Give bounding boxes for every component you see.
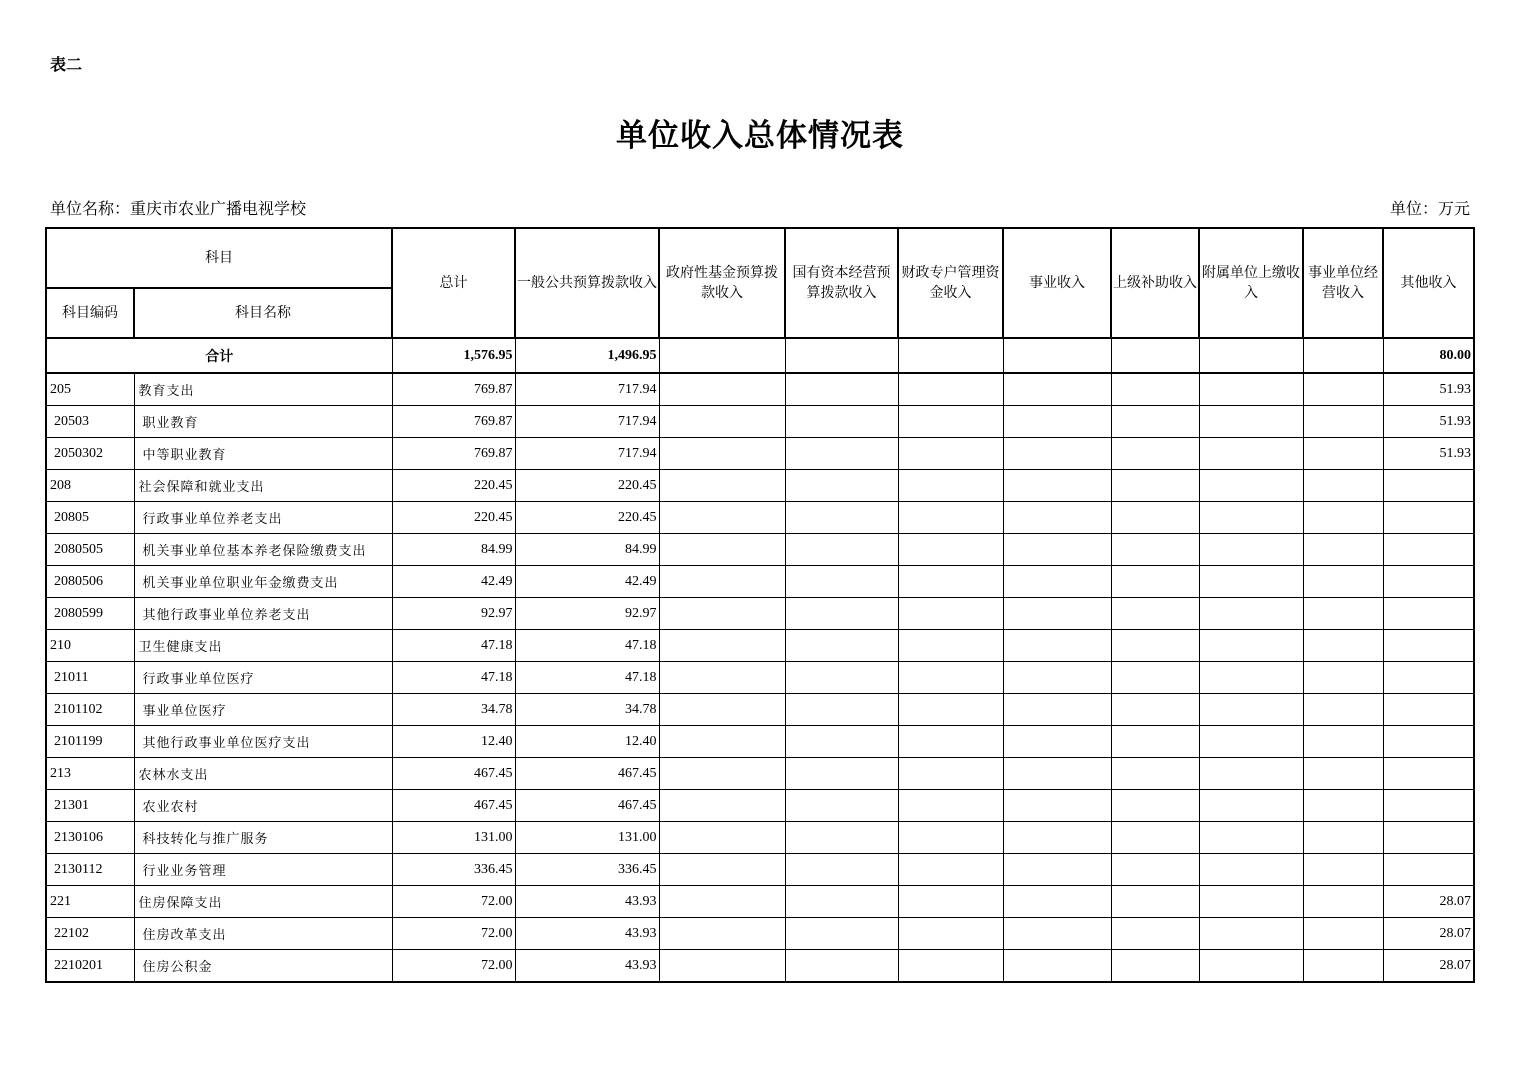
row-superior-subsidy xyxy=(1111,758,1199,790)
row-affiliated xyxy=(1199,406,1303,438)
row-other: 28.07 xyxy=(1383,918,1474,950)
row-other xyxy=(1383,598,1474,630)
row-operating xyxy=(1303,854,1383,886)
header-fiscal-special: 财政专户管理资金收入 xyxy=(898,228,1003,338)
row-operating xyxy=(1303,694,1383,726)
row-fiscal-special xyxy=(898,854,1003,886)
table-row xyxy=(46,438,1474,470)
row-fiscal-special xyxy=(898,822,1003,854)
row-business xyxy=(1003,534,1111,566)
row-fiscal-special xyxy=(898,566,1003,598)
row-gov-fund xyxy=(659,758,785,790)
row-code: 2080599 xyxy=(46,598,134,630)
row-total: 72.00 xyxy=(392,918,515,950)
row-general-budget: 220.45 xyxy=(515,470,659,502)
total-cell-other: 80.00 xyxy=(1383,338,1474,373)
row-other: 28.07 xyxy=(1383,886,1474,918)
row-general-budget: 42.49 xyxy=(515,566,659,598)
row-code: 2080506 xyxy=(46,566,134,598)
row-state-capital xyxy=(785,534,898,566)
unit-name: 单位名称：重庆市农业广播电视学校 xyxy=(50,199,307,218)
row-total: 220.45 xyxy=(392,470,515,502)
total-cell-total: 1,576.95 xyxy=(392,338,515,373)
row-name: 行业业务管理 xyxy=(134,854,392,886)
row-code: 21301 xyxy=(46,790,134,822)
row-fiscal-special xyxy=(898,886,1003,918)
row-total: 42.49 xyxy=(392,566,515,598)
income-table xyxy=(45,227,1475,983)
row-state-capital xyxy=(785,822,898,854)
row-business xyxy=(1003,950,1111,983)
row-business xyxy=(1003,918,1111,950)
row-state-capital xyxy=(785,438,898,470)
row-state-capital xyxy=(785,406,898,438)
row-other: 28.07 xyxy=(1383,950,1474,983)
row-other xyxy=(1383,662,1474,694)
row-superior-subsidy xyxy=(1111,373,1199,406)
row-gov-fund xyxy=(659,886,785,918)
row-code: 21011 xyxy=(46,662,134,694)
row-affiliated xyxy=(1199,470,1303,502)
row-state-capital xyxy=(785,502,898,534)
table-row xyxy=(46,790,1474,822)
row-general-budget: 336.45 xyxy=(515,854,659,886)
row-other xyxy=(1383,854,1474,886)
row-gov-fund xyxy=(659,630,785,662)
row-gov-fund xyxy=(659,822,785,854)
row-state-capital xyxy=(785,598,898,630)
total-cell-fiscal-special xyxy=(898,338,1003,373)
row-fiscal-special xyxy=(898,950,1003,983)
row-gov-fund xyxy=(659,534,785,566)
row-name: 住房公积金 xyxy=(134,950,392,983)
row-superior-subsidy xyxy=(1111,470,1199,502)
row-total: 72.00 xyxy=(392,950,515,983)
row-affiliated xyxy=(1199,758,1303,790)
total-cell-gov-fund xyxy=(659,338,785,373)
row-general-budget: 220.45 xyxy=(515,502,659,534)
row-operating xyxy=(1303,470,1383,502)
row-business xyxy=(1003,694,1111,726)
row-superior-subsidy xyxy=(1111,566,1199,598)
row-fiscal-special xyxy=(898,373,1003,406)
row-general-budget: 43.93 xyxy=(515,950,659,983)
row-fiscal-special xyxy=(898,438,1003,470)
row-superior-subsidy xyxy=(1111,662,1199,694)
row-gov-fund xyxy=(659,502,785,534)
row-operating xyxy=(1303,630,1383,662)
row-total: 220.45 xyxy=(392,502,515,534)
row-superior-subsidy xyxy=(1111,438,1199,470)
row-operating xyxy=(1303,790,1383,822)
row-name: 住房改革支出 xyxy=(134,918,392,950)
row-code: 20805 xyxy=(46,502,134,534)
table-row xyxy=(46,598,1474,630)
row-operating xyxy=(1303,566,1383,598)
row-superior-subsidy xyxy=(1111,918,1199,950)
row-code: 2130112 xyxy=(46,854,134,886)
row-other xyxy=(1383,758,1474,790)
row-name: 行政事业单位养老支出 xyxy=(134,502,392,534)
total-cell-general-budget: 1,496.95 xyxy=(515,338,659,373)
row-gov-fund xyxy=(659,662,785,694)
row-total: 84.99 xyxy=(392,534,515,566)
row-fiscal-special xyxy=(898,694,1003,726)
row-code: 208 xyxy=(46,470,134,502)
row-total: 92.97 xyxy=(392,598,515,630)
row-fiscal-special xyxy=(898,662,1003,694)
row-gov-fund xyxy=(659,790,785,822)
header-operating: 事业单位经营收入 xyxy=(1303,228,1383,338)
header-superior-subsidy: 上级补助收入 xyxy=(1111,228,1199,338)
row-gov-fund xyxy=(659,406,785,438)
header-subject-code: 科目编码 xyxy=(46,288,134,338)
row-total: 467.45 xyxy=(392,758,515,790)
table-row xyxy=(46,758,1474,790)
row-name: 中等职业教育 xyxy=(134,438,392,470)
total-cell-business xyxy=(1003,338,1111,373)
row-code: 2130106 xyxy=(46,822,134,854)
row-total: 12.40 xyxy=(392,726,515,758)
row-fiscal-special xyxy=(898,406,1003,438)
row-superior-subsidy xyxy=(1111,822,1199,854)
row-state-capital xyxy=(785,662,898,694)
row-business xyxy=(1003,438,1111,470)
row-affiliated xyxy=(1199,822,1303,854)
table-row xyxy=(46,918,1474,950)
total-cell-affiliated xyxy=(1199,338,1303,373)
header-other: 其他收入 xyxy=(1383,228,1474,338)
row-code: 2050302 xyxy=(46,438,134,470)
row-affiliated xyxy=(1199,630,1303,662)
row-name: 农业农村 xyxy=(134,790,392,822)
row-affiliated xyxy=(1199,534,1303,566)
table-label: 表二 xyxy=(50,55,83,74)
row-general-budget: 34.78 xyxy=(515,694,659,726)
row-state-capital xyxy=(785,373,898,406)
row-gov-fund xyxy=(659,694,785,726)
row-name: 科技转化与推广服务 xyxy=(134,822,392,854)
total-row xyxy=(46,338,1474,373)
row-general-budget: 467.45 xyxy=(515,758,659,790)
row-affiliated xyxy=(1199,790,1303,822)
row-name: 住房保障支出 xyxy=(134,886,392,918)
row-name: 卫生健康支出 xyxy=(134,630,392,662)
table-body xyxy=(46,338,1474,982)
total-cell-superior-subsidy xyxy=(1111,338,1199,373)
header-subject: 科目 xyxy=(46,228,392,288)
row-gov-fund xyxy=(659,438,785,470)
row-other xyxy=(1383,470,1474,502)
row-total: 336.45 xyxy=(392,854,515,886)
row-code: 221 xyxy=(46,886,134,918)
row-general-budget: 47.18 xyxy=(515,662,659,694)
row-name: 事业单位医疗 xyxy=(134,694,392,726)
row-operating xyxy=(1303,822,1383,854)
row-total: 769.87 xyxy=(392,373,515,406)
row-code: 210 xyxy=(46,630,134,662)
row-general-budget: 84.99 xyxy=(515,534,659,566)
row-operating xyxy=(1303,662,1383,694)
row-business xyxy=(1003,502,1111,534)
row-superior-subsidy xyxy=(1111,502,1199,534)
row-total: 72.00 xyxy=(392,886,515,918)
row-superior-subsidy xyxy=(1111,694,1199,726)
table-row xyxy=(46,854,1474,886)
row-code: 2101199 xyxy=(46,726,134,758)
header-gov-fund: 政府性基金预算拨款收入 xyxy=(659,228,785,338)
row-affiliated xyxy=(1199,438,1303,470)
row-other xyxy=(1383,534,1474,566)
row-business xyxy=(1003,662,1111,694)
total-cell-state-capital xyxy=(785,338,898,373)
row-other xyxy=(1383,790,1474,822)
row-operating xyxy=(1303,758,1383,790)
row-gov-fund xyxy=(659,598,785,630)
row-other: 51.93 xyxy=(1383,406,1474,438)
row-general-budget: 43.93 xyxy=(515,918,659,950)
row-total: 467.45 xyxy=(392,790,515,822)
row-fiscal-special xyxy=(898,726,1003,758)
row-superior-subsidy xyxy=(1111,854,1199,886)
row-operating xyxy=(1303,502,1383,534)
row-name: 其他行政事业单位医疗支出 xyxy=(134,726,392,758)
row-total: 47.18 xyxy=(392,630,515,662)
row-code: 22102 xyxy=(46,918,134,950)
row-affiliated xyxy=(1199,373,1303,406)
row-operating xyxy=(1303,373,1383,406)
row-business xyxy=(1003,822,1111,854)
row-affiliated xyxy=(1199,950,1303,983)
row-affiliated xyxy=(1199,694,1303,726)
table-row xyxy=(46,694,1474,726)
row-fiscal-special xyxy=(898,502,1003,534)
row-superior-subsidy xyxy=(1111,950,1199,983)
total-label: 合计 xyxy=(46,338,392,373)
row-affiliated xyxy=(1199,918,1303,950)
row-superior-subsidy xyxy=(1111,534,1199,566)
row-state-capital xyxy=(785,470,898,502)
row-state-capital xyxy=(785,630,898,662)
table-row xyxy=(46,822,1474,854)
row-state-capital xyxy=(785,790,898,822)
row-code: 2080505 xyxy=(46,534,134,566)
table-row xyxy=(46,534,1474,566)
row-affiliated xyxy=(1199,854,1303,886)
row-fiscal-special xyxy=(898,598,1003,630)
header-total: 总计 xyxy=(392,228,515,338)
row-business xyxy=(1003,726,1111,758)
row-business xyxy=(1003,566,1111,598)
row-fiscal-special xyxy=(898,630,1003,662)
row-operating xyxy=(1303,406,1383,438)
row-total: 34.78 xyxy=(392,694,515,726)
header-subject-name: 科目名称 xyxy=(134,288,392,338)
row-business xyxy=(1003,630,1111,662)
row-business xyxy=(1003,470,1111,502)
table-row xyxy=(46,886,1474,918)
row-business xyxy=(1003,886,1111,918)
row-superior-subsidy xyxy=(1111,630,1199,662)
row-affiliated xyxy=(1199,662,1303,694)
row-name: 机关事业单位职业年金缴费支出 xyxy=(134,566,392,598)
page-title: 单位收入总体情况表 xyxy=(616,118,904,154)
row-affiliated xyxy=(1199,598,1303,630)
table-row xyxy=(46,566,1474,598)
row-general-budget: 92.97 xyxy=(515,598,659,630)
row-business xyxy=(1003,598,1111,630)
row-name: 其他行政事业单位养老支出 xyxy=(134,598,392,630)
row-operating xyxy=(1303,726,1383,758)
header-affiliated: 附属单位上缴收入 xyxy=(1199,228,1303,338)
row-gov-fund xyxy=(659,470,785,502)
row-code: 20503 xyxy=(46,406,134,438)
table-row xyxy=(46,726,1474,758)
row-gov-fund xyxy=(659,373,785,406)
row-other xyxy=(1383,726,1474,758)
row-name: 农林水支出 xyxy=(134,758,392,790)
row-code: 213 xyxy=(46,758,134,790)
row-code: 2101102 xyxy=(46,694,134,726)
row-fiscal-special xyxy=(898,790,1003,822)
row-general-budget: 717.94 xyxy=(515,373,659,406)
row-name: 行政事业单位医疗 xyxy=(134,662,392,694)
row-state-capital xyxy=(785,694,898,726)
table-row xyxy=(46,950,1474,983)
row-name: 机关事业单位基本养老保险缴费支出 xyxy=(134,534,392,566)
table-row xyxy=(46,373,1474,406)
row-other xyxy=(1383,566,1474,598)
row-operating xyxy=(1303,886,1383,918)
table-row xyxy=(46,662,1474,694)
row-fiscal-special xyxy=(898,918,1003,950)
row-affiliated xyxy=(1199,502,1303,534)
row-operating xyxy=(1303,438,1383,470)
row-business xyxy=(1003,790,1111,822)
row-superior-subsidy xyxy=(1111,598,1199,630)
table-row xyxy=(46,630,1474,662)
row-business xyxy=(1003,373,1111,406)
row-state-capital xyxy=(785,854,898,886)
row-fiscal-special xyxy=(898,758,1003,790)
row-state-capital xyxy=(785,918,898,950)
table-header xyxy=(46,228,1474,338)
row-fiscal-special xyxy=(898,534,1003,566)
row-operating xyxy=(1303,950,1383,983)
row-business xyxy=(1003,406,1111,438)
row-affiliated xyxy=(1199,726,1303,758)
table-row xyxy=(46,406,1474,438)
row-other xyxy=(1383,630,1474,662)
row-gov-fund xyxy=(659,566,785,598)
row-business xyxy=(1003,758,1111,790)
row-code: 2210201 xyxy=(46,950,134,983)
row-operating xyxy=(1303,534,1383,566)
row-superior-subsidy xyxy=(1111,726,1199,758)
row-superior-subsidy xyxy=(1111,790,1199,822)
row-fiscal-special xyxy=(898,470,1003,502)
row-general-budget: 43.93 xyxy=(515,886,659,918)
row-code: 205 xyxy=(46,373,134,406)
row-general-budget: 12.40 xyxy=(515,726,659,758)
row-business xyxy=(1003,854,1111,886)
row-state-capital xyxy=(785,886,898,918)
row-general-budget: 717.94 xyxy=(515,438,659,470)
row-state-capital xyxy=(785,566,898,598)
table-row xyxy=(46,502,1474,534)
row-total: 769.87 xyxy=(392,406,515,438)
row-gov-fund xyxy=(659,918,785,950)
row-state-capital xyxy=(785,950,898,983)
row-name: 社会保障和就业支出 xyxy=(134,470,392,502)
row-other xyxy=(1383,502,1474,534)
header-business: 事业收入 xyxy=(1003,228,1111,338)
row-operating xyxy=(1303,918,1383,950)
row-superior-subsidy xyxy=(1111,406,1199,438)
row-general-budget: 47.18 xyxy=(515,630,659,662)
row-gov-fund xyxy=(659,854,785,886)
row-affiliated xyxy=(1199,886,1303,918)
row-other xyxy=(1383,694,1474,726)
row-total: 769.87 xyxy=(392,438,515,470)
row-name: 教育支出 xyxy=(134,373,392,406)
header-state-capital: 国有资本经营预算拨款收入 xyxy=(785,228,898,338)
row-general-budget: 717.94 xyxy=(515,406,659,438)
row-state-capital xyxy=(785,758,898,790)
row-gov-fund xyxy=(659,726,785,758)
row-gov-fund xyxy=(659,950,785,983)
currency-unit: 单位：万元 xyxy=(1389,199,1470,218)
total-cell-operating xyxy=(1303,338,1383,373)
row-other: 51.93 xyxy=(1383,373,1474,406)
row-superior-subsidy xyxy=(1111,886,1199,918)
row-operating xyxy=(1303,598,1383,630)
row-general-budget: 467.45 xyxy=(515,790,659,822)
row-other: 51.93 xyxy=(1383,438,1474,470)
table-row xyxy=(46,470,1474,502)
row-total: 131.00 xyxy=(392,822,515,854)
row-other xyxy=(1383,822,1474,854)
row-affiliated xyxy=(1199,566,1303,598)
header-general-budget: 一般公共预算拨款收入 xyxy=(515,228,659,338)
row-general-budget: 131.00 xyxy=(515,822,659,854)
row-state-capital xyxy=(785,726,898,758)
row-total: 47.18 xyxy=(392,662,515,694)
row-name: 职业教育 xyxy=(134,406,392,438)
